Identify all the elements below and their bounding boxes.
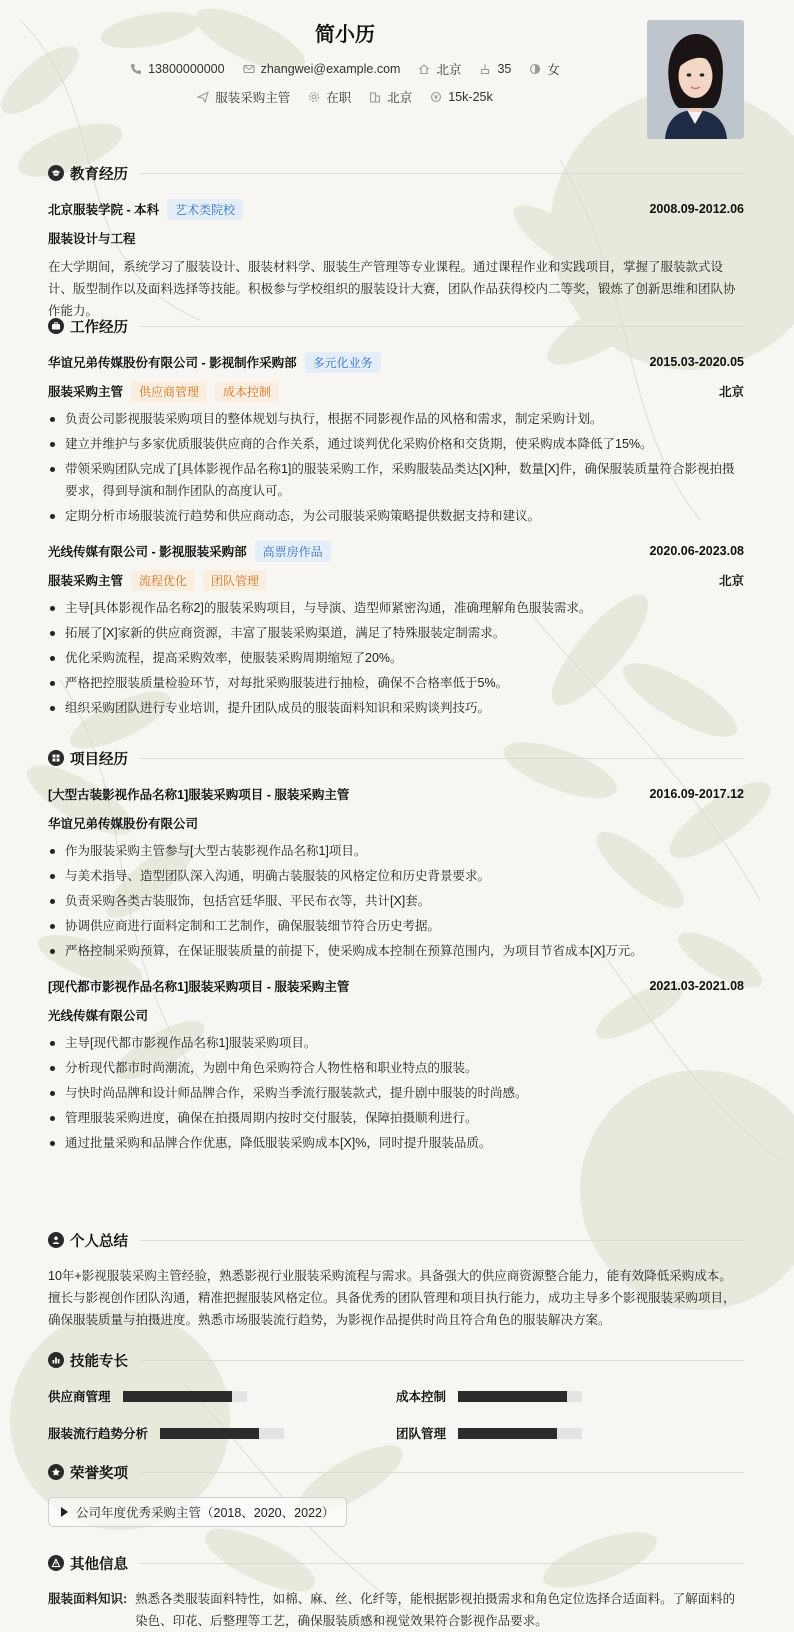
candidate-name: 简小历 (315, 24, 375, 46)
company-tag: 高票房作品 (255, 541, 331, 562)
list-item: 作为服装采购主管参与[大型古装影视作品名称1]项目。 (48, 840, 744, 862)
phone-item (130, 62, 224, 76)
project-entry-head (48, 783, 744, 805)
skill-name: 服装流行趋势分析 (48, 1427, 149, 1441)
list-item: 严格把控服装质量检验环节，对每批采购服装进行抽检，确保不合格率低于5%。 (48, 672, 744, 694)
job-city: 北京 (718, 385, 744, 399)
skill-tag: 成本控制 (215, 381, 279, 402)
gender-text: 女 (547, 63, 560, 77)
graduation-cap-icon (48, 165, 64, 181)
job-period: 2020.06-2023.08 (649, 544, 744, 558)
project-bullets (48, 840, 744, 962)
project-period: 2021.03-2021.08 (649, 979, 744, 993)
project-name: [大型古装影视作品名称1]服装采购项目 - 服装采购主管 (48, 788, 350, 802)
cake-icon (479, 63, 491, 75)
skill-tag: 流程优化 (131, 570, 195, 591)
section-divider (140, 1360, 744, 1361)
medal-icon (48, 1464, 64, 1480)
age-item (479, 62, 511, 76)
project-entry (48, 783, 744, 962)
email-item (243, 62, 401, 76)
skill-item (48, 1387, 247, 1405)
target-city-item (369, 88, 412, 106)
list-item: 通过批量采购和品牌合作优惠，降低服装采购成本[X]%，同时提升服装品质。 (48, 1132, 744, 1154)
summary-section (48, 1229, 744, 1331)
skill-bar-fill (160, 1428, 259, 1439)
list-item: 分析现代都市时尚潮流，为剧中角色采购符合人物性格和职业特点的服装。 (48, 1057, 744, 1079)
list-item: 严格控制采购预算，在保证服装质量的前提下，使采购成本控制在预算范围内，为项目节省成本[X]万元。 (48, 940, 744, 962)
location-text: 北京 (436, 63, 462, 77)
section-divider (140, 1563, 744, 1564)
project-bullets (48, 1032, 744, 1154)
status-text: 在职 (326, 91, 352, 105)
salary-text: 15k-25k (448, 90, 493, 104)
work-title (48, 315, 744, 337)
skill-item (48, 1424, 284, 1442)
summary-title-text: 个人总结 (70, 1233, 128, 1250)
status-item (308, 88, 351, 106)
age-text: 35 (497, 62, 512, 76)
list-item: 带领采购团队完成了[具体影视作品名称1]的服装采购工作，采购服装品类达[X]种，数量[X]件，确保服装质量符合影视拍摄要求，得到导演和制作团队的高度认可。 (48, 458, 744, 502)
project-entry (48, 975, 744, 1154)
list-item: 主导[现代都市影视作品名称1]服装采购项目。 (48, 1032, 744, 1054)
list-item: 优化采购流程，提高采购效率，使服装采购周期缩短了20%。 (48, 647, 744, 669)
award-text: 公司年度优秀采购主管（2018、2020、2022） (76, 1506, 335, 1520)
project-company: 光线传媒有限公司 (48, 1009, 149, 1023)
company-name: 华谊兄弟传媒股份有限公司 - 影视制作采购部 (48, 355, 297, 370)
target-city-text: 北京 (387, 91, 413, 105)
avatar-portrait (647, 20, 744, 139)
work-title-text: 工作经历 (70, 319, 128, 336)
chart-bar-icon (48, 1352, 64, 1368)
school-name: 北京服装学院 - 本科 (48, 202, 160, 217)
education-section (48, 162, 744, 322)
project-name: [现代都市影视作品名称1]服装采购项目 - 服装采购主管 (48, 980, 350, 994)
company-tag: 多元化业务 (305, 352, 381, 373)
other-info-key: 服装面料知识: (48, 1592, 128, 1606)
target-position-item (197, 88, 290, 106)
skill-item (396, 1424, 582, 1442)
other-section (48, 1552, 744, 1632)
company-name: 光线传媒有限公司 - 影视服装采购部 (48, 544, 247, 559)
major-name: 服装设计与工程 (48, 232, 136, 246)
projects-title (48, 747, 744, 769)
info-icon (48, 1555, 64, 1571)
salary-item (430, 90, 492, 104)
list-item: 与美术指导、造型团队深入沟通，明确古装服装的风格定位和历史背景要求。 (48, 865, 744, 887)
skill-bar-fill (458, 1428, 557, 1439)
resume-header (0, 0, 794, 160)
other-info-item (48, 1588, 744, 1632)
school-tag: 艺术类院校 (167, 199, 243, 220)
skill-item (396, 1387, 582, 1405)
skill-name: 成本控制 (396, 1390, 447, 1404)
list-item: 组织采购团队进行专业培训，提升团队成员的服装面料知识和采购谈判技巧。 (48, 697, 744, 719)
skill-bar-fill (123, 1391, 232, 1402)
education-period: 2008.09-2012.06 (649, 202, 744, 216)
gender-icon (529, 63, 541, 75)
list-item: 拓展了[X]家新的供应商资源，丰富了服装采购渠道，满足了特殊服装定制需求。 (48, 622, 744, 644)
projects-title-text: 项目经历 (70, 751, 128, 768)
list-item: 主导[具体影视作品名称2]的服装采购项目，与导演、造型师紧密沟通，准确理解角色服装需求。 (48, 597, 744, 619)
list-item: 负责采购各类古装服饰，包括宫廷华服、平民布衣等，共计[X]套。 (48, 890, 744, 912)
skill-bar-fill (458, 1391, 567, 1402)
phone-text: 13800000000 (148, 62, 225, 76)
job-position-row (48, 569, 744, 591)
list-item: 协调供应商进行面料定制和工艺制作，确保服装细节符合历史考据。 (48, 915, 744, 937)
education-description: 在大学期间，系统学习了服装设计、服装材料学、服装生产管理等专业课程。通过课程作业和实践项目，掌握了服装款式设计、版型制作以及面料选择等技能。积极参与学校组织的服装设计大赛，团队作品获得校内二等奖，锻炼了创新思维和团队协作能力。 (48, 260, 736, 318)
job-intent-row (0, 88, 690, 106)
project-period: 2016.09-2017.12 (649, 787, 744, 801)
work-section (48, 315, 744, 722)
profile-photo (647, 20, 744, 139)
briefcase-icon (48, 318, 64, 334)
job-position: 服装采购主管 (48, 573, 124, 588)
projects-section (48, 747, 744, 1157)
other-info-value: 熟悉各类服装面料特性，如棉、麻、丝、化纤等，能根据影视拍摄需求和角色定位选择合适面料。了解面料的染色、印花、后整理等工艺，确保服装质感和视觉效果符合影视作品要求。 (135, 1592, 736, 1628)
home-icon (418, 63, 430, 75)
education-title (48, 162, 744, 184)
section-divider (140, 173, 744, 174)
skill-bar (123, 1391, 247, 1402)
skill-bar (160, 1428, 284, 1439)
job-entry-head (48, 540, 744, 562)
job-city: 北京 (718, 574, 744, 588)
list-item: 与快时尚品牌和设计师品牌合作，采购当季流行服装款式，提升剧中服装的时尚感。 (48, 1082, 744, 1104)
gender-item (529, 60, 560, 78)
section-divider (140, 1472, 744, 1473)
section-divider (140, 1240, 744, 1241)
email-text: zhangwei@example.com (260, 62, 401, 76)
money-icon (430, 91, 442, 103)
skill-bar (458, 1428, 582, 1439)
education-entry-head (48, 198, 744, 220)
list-item: 负责公司影视服装采购项目的整体规划与执行，根据不同影视作品的风格和需求，制定采购计划。 (48, 408, 744, 430)
mail-icon (243, 63, 255, 75)
contact-row (0, 60, 690, 78)
list-item: 建立并维护与多家优质服装供应商的合作关系，通过谈判优化采购价格和交货期，使采购成本降低了15%。 (48, 433, 744, 455)
project-company: 华谊兄弟传媒股份有限公司 (48, 817, 199, 831)
skill-name: 供应商管理 (48, 1390, 111, 1404)
send-icon (197, 91, 209, 103)
summary-text: 10年+影视服装采购主管经验，熟悉影视行业服装采购流程与需求。具备强大的供应商资源整合能力，能有效降低采购成本。擅长与影视创作团队沟通，精准把握服装风格定位。具备优秀的团队管理和项目执行能力，成功主导多个影视服装采购项目，确保服装质量与拍摄进度。熟悉市场服装流行趋势，为影视作品提供时尚且符合角色的服装解决方案。 (48, 1269, 736, 1327)
skill-tag: 团队管理 (203, 570, 267, 591)
skills-title (48, 1349, 744, 1371)
skill-tag: 供应商管理 (131, 381, 207, 402)
person-icon (48, 1232, 64, 1248)
section-divider (140, 758, 744, 759)
job-bullets (48, 408, 744, 527)
awards-title-text: 荣誉奖项 (70, 1465, 128, 1482)
job-bullets (48, 597, 744, 719)
other-title (48, 1552, 744, 1574)
skill-name: 团队管理 (396, 1427, 447, 1441)
project-entry-head (48, 975, 744, 997)
grid-icon (48, 750, 64, 766)
awards-section (48, 1461, 744, 1527)
job-entry-head (48, 351, 744, 373)
job-position: 服装采购主管 (48, 384, 124, 399)
skills-section (48, 1349, 744, 1459)
other-title-text: 其他信息 (70, 1556, 128, 1573)
building-icon (369, 91, 381, 103)
summary-title (48, 1229, 744, 1251)
awards-title (48, 1461, 744, 1483)
award-item[interactable] (48, 1497, 347, 1527)
list-item: 定期分析市场服装流行趋势和供应商动态，为公司服装采购策略提供数据支持和建议。 (48, 505, 744, 527)
phone-icon (130, 63, 142, 75)
gear-icon (308, 91, 320, 103)
list-item: 管理服装采购进度，确保在拍摄周期内按时交付服装，保障拍摄顺利进行。 (48, 1107, 744, 1129)
job-entry (48, 351, 744, 527)
location-item (418, 60, 461, 78)
skills-title-text: 技能专长 (70, 1353, 128, 1370)
target-position-text: 服装采购主管 (215, 91, 291, 105)
skill-bar (458, 1391, 582, 1402)
caret-right-icon (61, 1507, 68, 1517)
job-period: 2015.03-2020.05 (649, 355, 744, 369)
education-title-text: 教育经历 (70, 166, 128, 183)
job-position-row (48, 380, 744, 402)
section-divider (140, 326, 744, 327)
job-entry (48, 540, 744, 719)
